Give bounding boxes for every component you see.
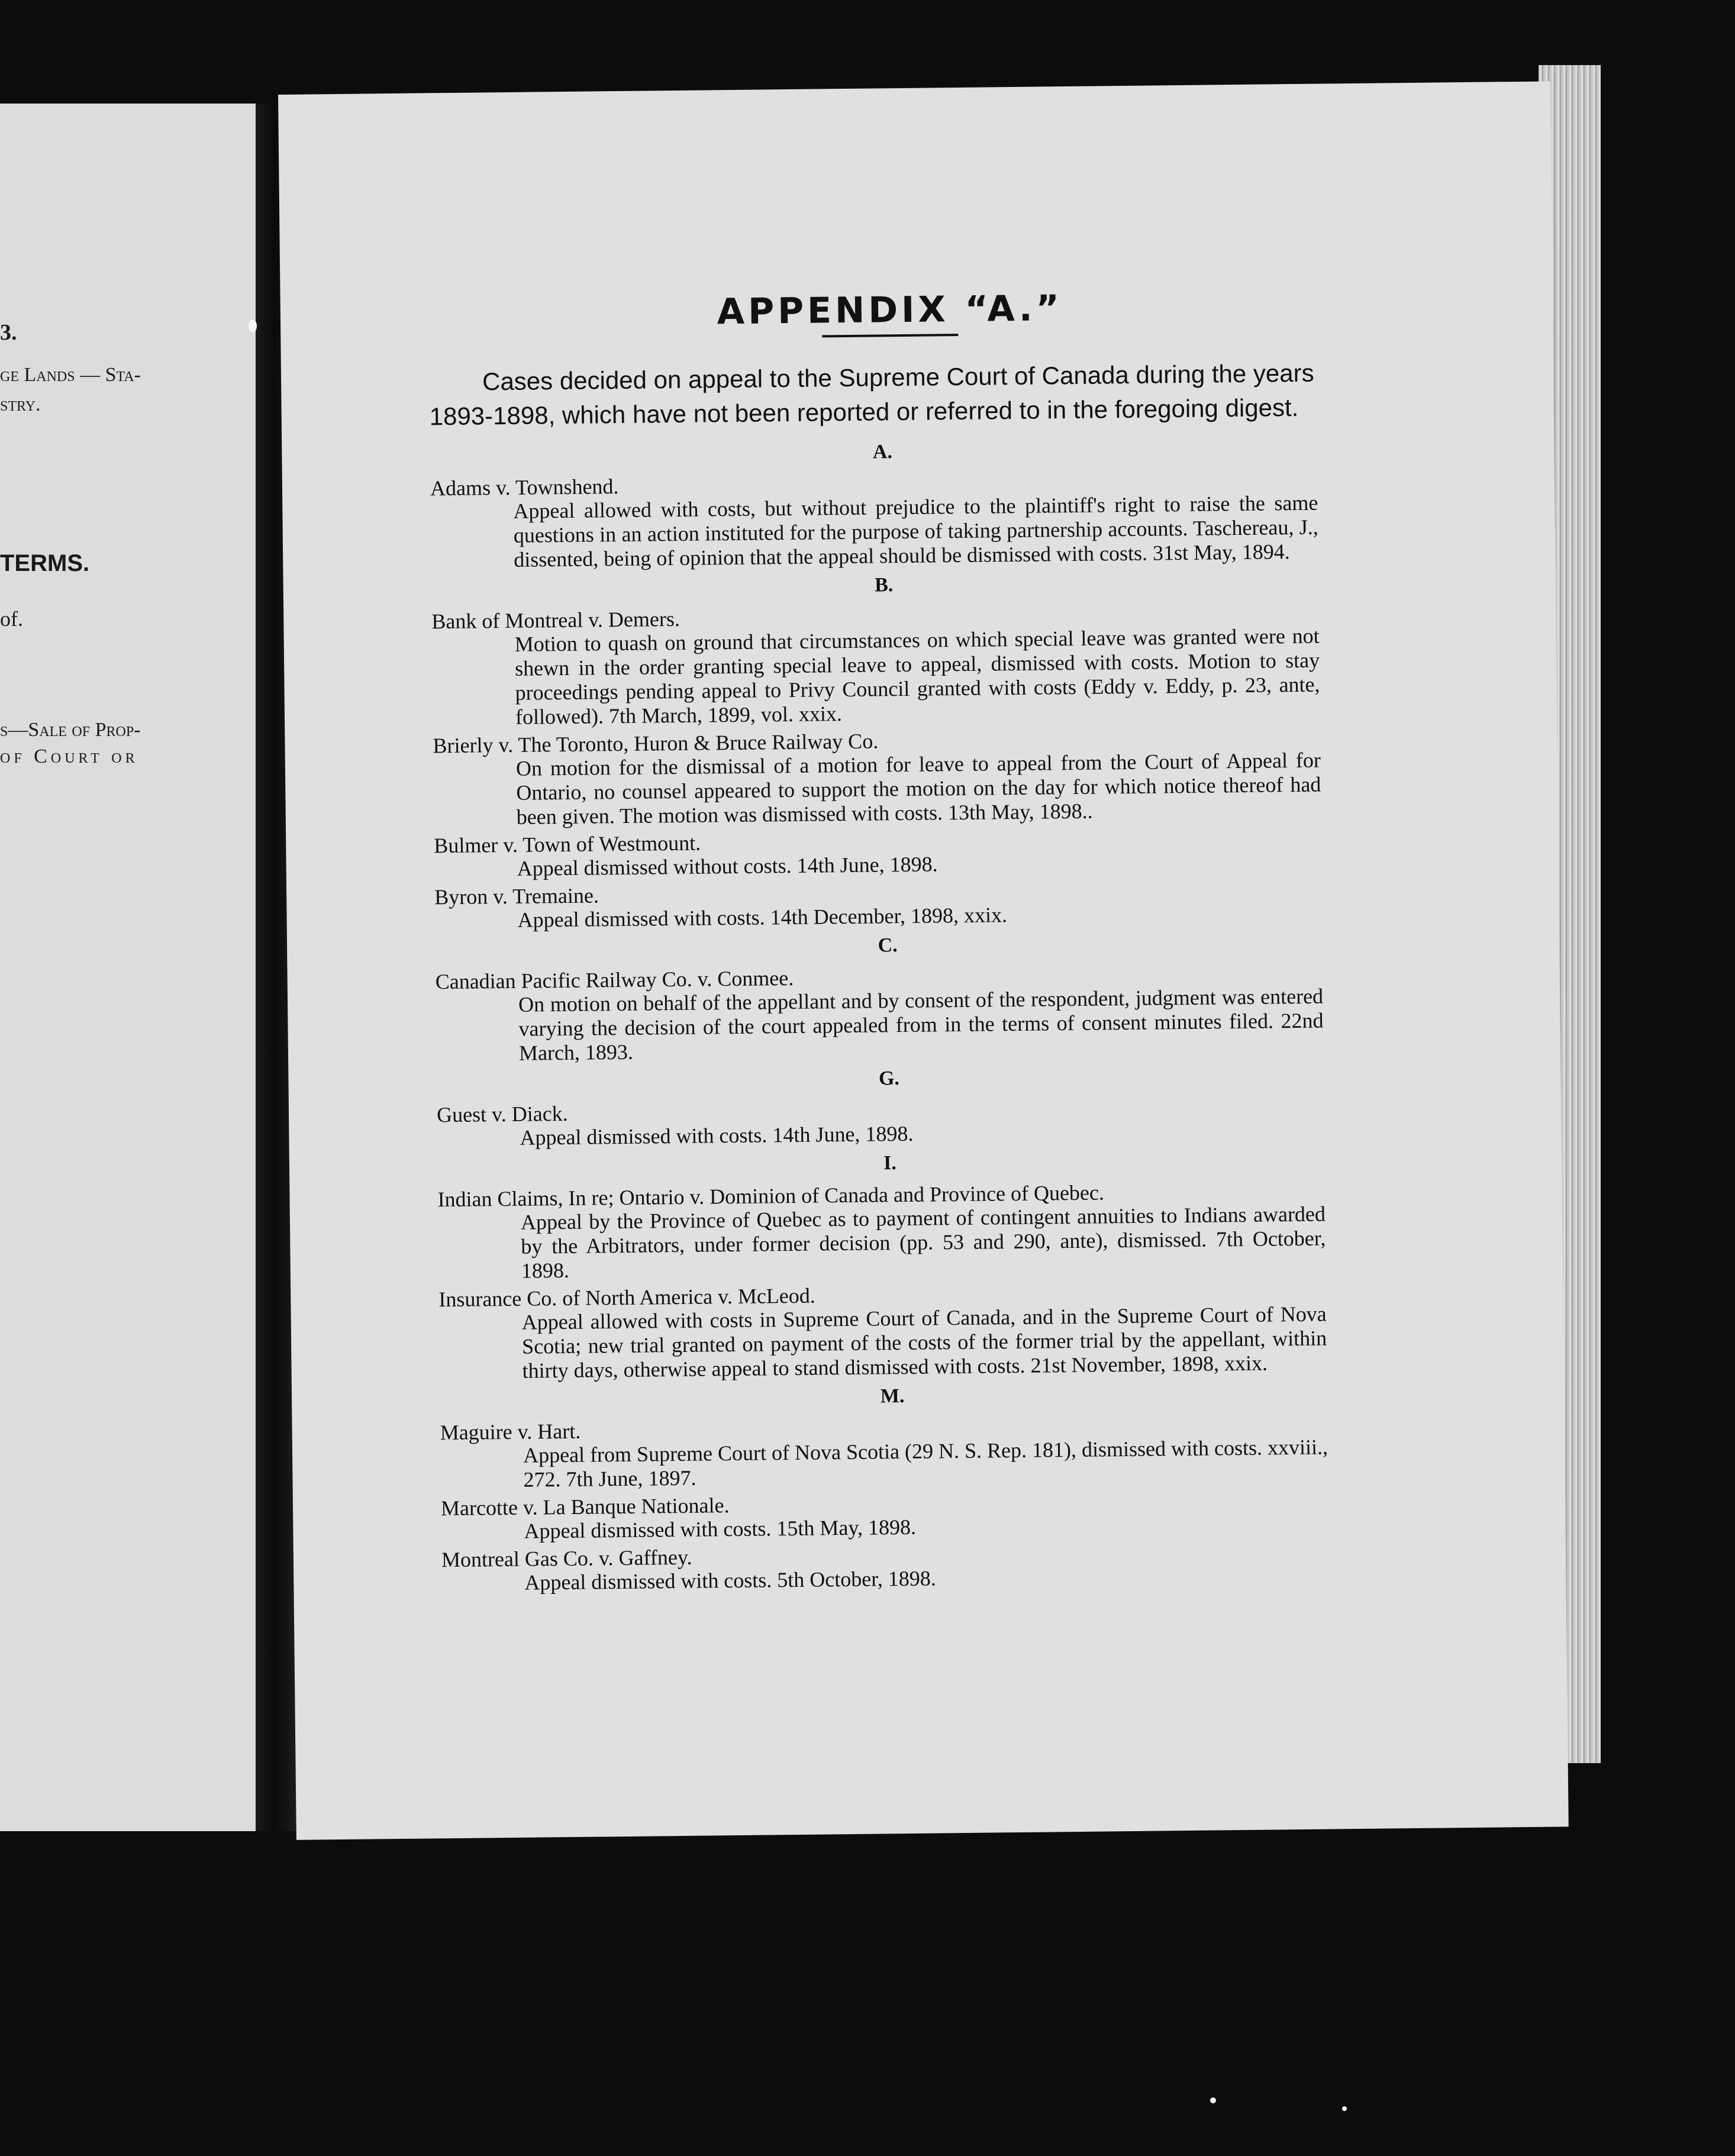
scan-speck: [249, 319, 257, 333]
case-text: Appeal dismissed without costs. 14th June, 1898.: [517, 852, 938, 880]
case-title: Montreal Gas Co. v. Gaffney.: [441, 1545, 692, 1572]
case-text: Appeal dismissed with costs. 14th December, 1898, xxix.: [517, 903, 1008, 932]
section-letter: M.: [880, 1385, 905, 1408]
case-text: Appeal by the Province of Quebec as to payment of contingent annuities to Indians awarded by the Arbitrators, under former decision (pp. 53 and 290, ante), dismissed. 7th October, 1898.: [520, 1202, 1326, 1283]
case-sections: [430, 437, 1329, 1596]
left-page-line: 3.: [0, 320, 17, 345]
case-entry: [438, 1279, 1327, 1384]
case-text: Appeal dismissed with costs. 5th October, 1898.: [524, 1566, 937, 1595]
case-text: Appeal allowed with costs in Supreme Court of Canada, and in the Supreme Court of Nova Scotia; new trial granted on payment of the costs of the former trial by the appellant, within thirty days, otherwise appeal to stand dismissed with costs. 21st November, 1898, xxix.: [521, 1302, 1327, 1383]
scan-speck: [1342, 2106, 1347, 2111]
case-entry: [430, 467, 1319, 573]
case-text: Appeal allowed with costs, but without prejudice to the plaintiff's right to raise the same questions in an action instituted for the purpose of taking partnership accounts. Taschereau, J., dissented, being of opinion that the appeal should be dismissed with costs. 31st May, 1894.: [513, 490, 1318, 572]
scan-speck: [1210, 2097, 1216, 2103]
right-page: [278, 81, 1569, 1839]
case-entry: [441, 1539, 1330, 1596]
left-facing-page: [0, 104, 260, 1831]
case-entry: [433, 725, 1321, 831]
case-entry: [441, 1487, 1329, 1545]
case-title: Guest v. Diack.: [436, 1101, 568, 1127]
title-rule: [822, 334, 958, 337]
case-text: Motion to quash on ground that circumstances on which special leave was granted were not shewn in the order granting special leave to appeal, dismissed with costs. Motion to stay proceedings pending appeal to Privy Council granted with costs (Eddy v. Eddy, p. 23, ante, followed). 7th March, 1899, vol. xxix.: [514, 624, 1320, 729]
case-title: Indian Claims, In re; Ontario v. Dominion of Canada and Province of Quebec.: [437, 1180, 1105, 1212]
case-title: Maguire v. Hart.: [440, 1419, 581, 1445]
case-entry: [434, 876, 1323, 934]
case-title: Byron v. Tremaine.: [434, 883, 599, 909]
section-letter: G.: [878, 1067, 900, 1090]
case-title: Adams v. Townshend.: [430, 475, 619, 501]
left-page-line: stry.: [0, 393, 41, 415]
page-title: APPENDIX “A.”: [717, 288, 1063, 333]
case-entry: [437, 1179, 1326, 1284]
section-letter: A.: [872, 441, 893, 463]
case-text: Appeal dismissed with costs. 15th May, 1898.: [524, 1515, 917, 1543]
left-page-line: of.: [0, 607, 23, 631]
case-title: Bulmer v. Town of Westmount.: [434, 831, 701, 858]
left-page-line: TERMS.: [0, 550, 90, 576]
section-letter: I.: [883, 1152, 897, 1174]
case-entry: [431, 601, 1320, 731]
case-entry: [436, 961, 1324, 1067]
intro-paragraph: Cases decided on appeal to the Supreme Court of Canada during the years 1893-1898, which have not been reported or referred to in the foregoing digest.: [429, 359, 1314, 431]
left-page-line: ge Lands — Sta-: [0, 364, 141, 386]
case-text: Appeal dismissed with costs. 14th June, 1898.: [520, 1121, 914, 1150]
case-entry: [440, 1412, 1328, 1493]
case-title: Marcotte v. La Banque Nationale.: [440, 1493, 730, 1521]
case-title: Insurance Co. of North America v. McLeod.: [438, 1283, 815, 1312]
left-page-line: of Court or: [0, 745, 138, 767]
section-letter: C.: [878, 934, 898, 957]
case-title: Bank of Montreal v. Demers.: [431, 606, 681, 634]
case-text: Appeal from Supreme Court of Nova Scotia (29 N. S. Rep. 181), dismissed with costs. xxviii., 272. 7th June, 1897.: [523, 1435, 1328, 1492]
case-entry: [434, 825, 1322, 882]
case-title: Canadian Pacific Railway Co. v. Conmee.: [435, 966, 794, 994]
page-content: [428, 285, 1330, 1600]
section-letter: B.: [874, 574, 894, 596]
case-text: On motion for the dismissal of a motion for leave to appeal from the Court of Appeal for Ontario, no counsel appeared to support the motion on the day for which notice thereof had been given. The motion was dismissed with costs. 13th May, 1898..: [515, 748, 1321, 829]
case-title: Brierly v. The Toronto, Huron & Bruce Railway Co.: [433, 729, 879, 758]
left-page-line: s—Sale of Prop-: [0, 719, 141, 741]
case-entry: [437, 1094, 1325, 1151]
case-text: On motion on behalf of the appellant and by consent of the respondent, judgment was entered varying the decision of the court appealed from in the terms of consent minutes filed. 22nd March, 1893.: [518, 984, 1324, 1065]
